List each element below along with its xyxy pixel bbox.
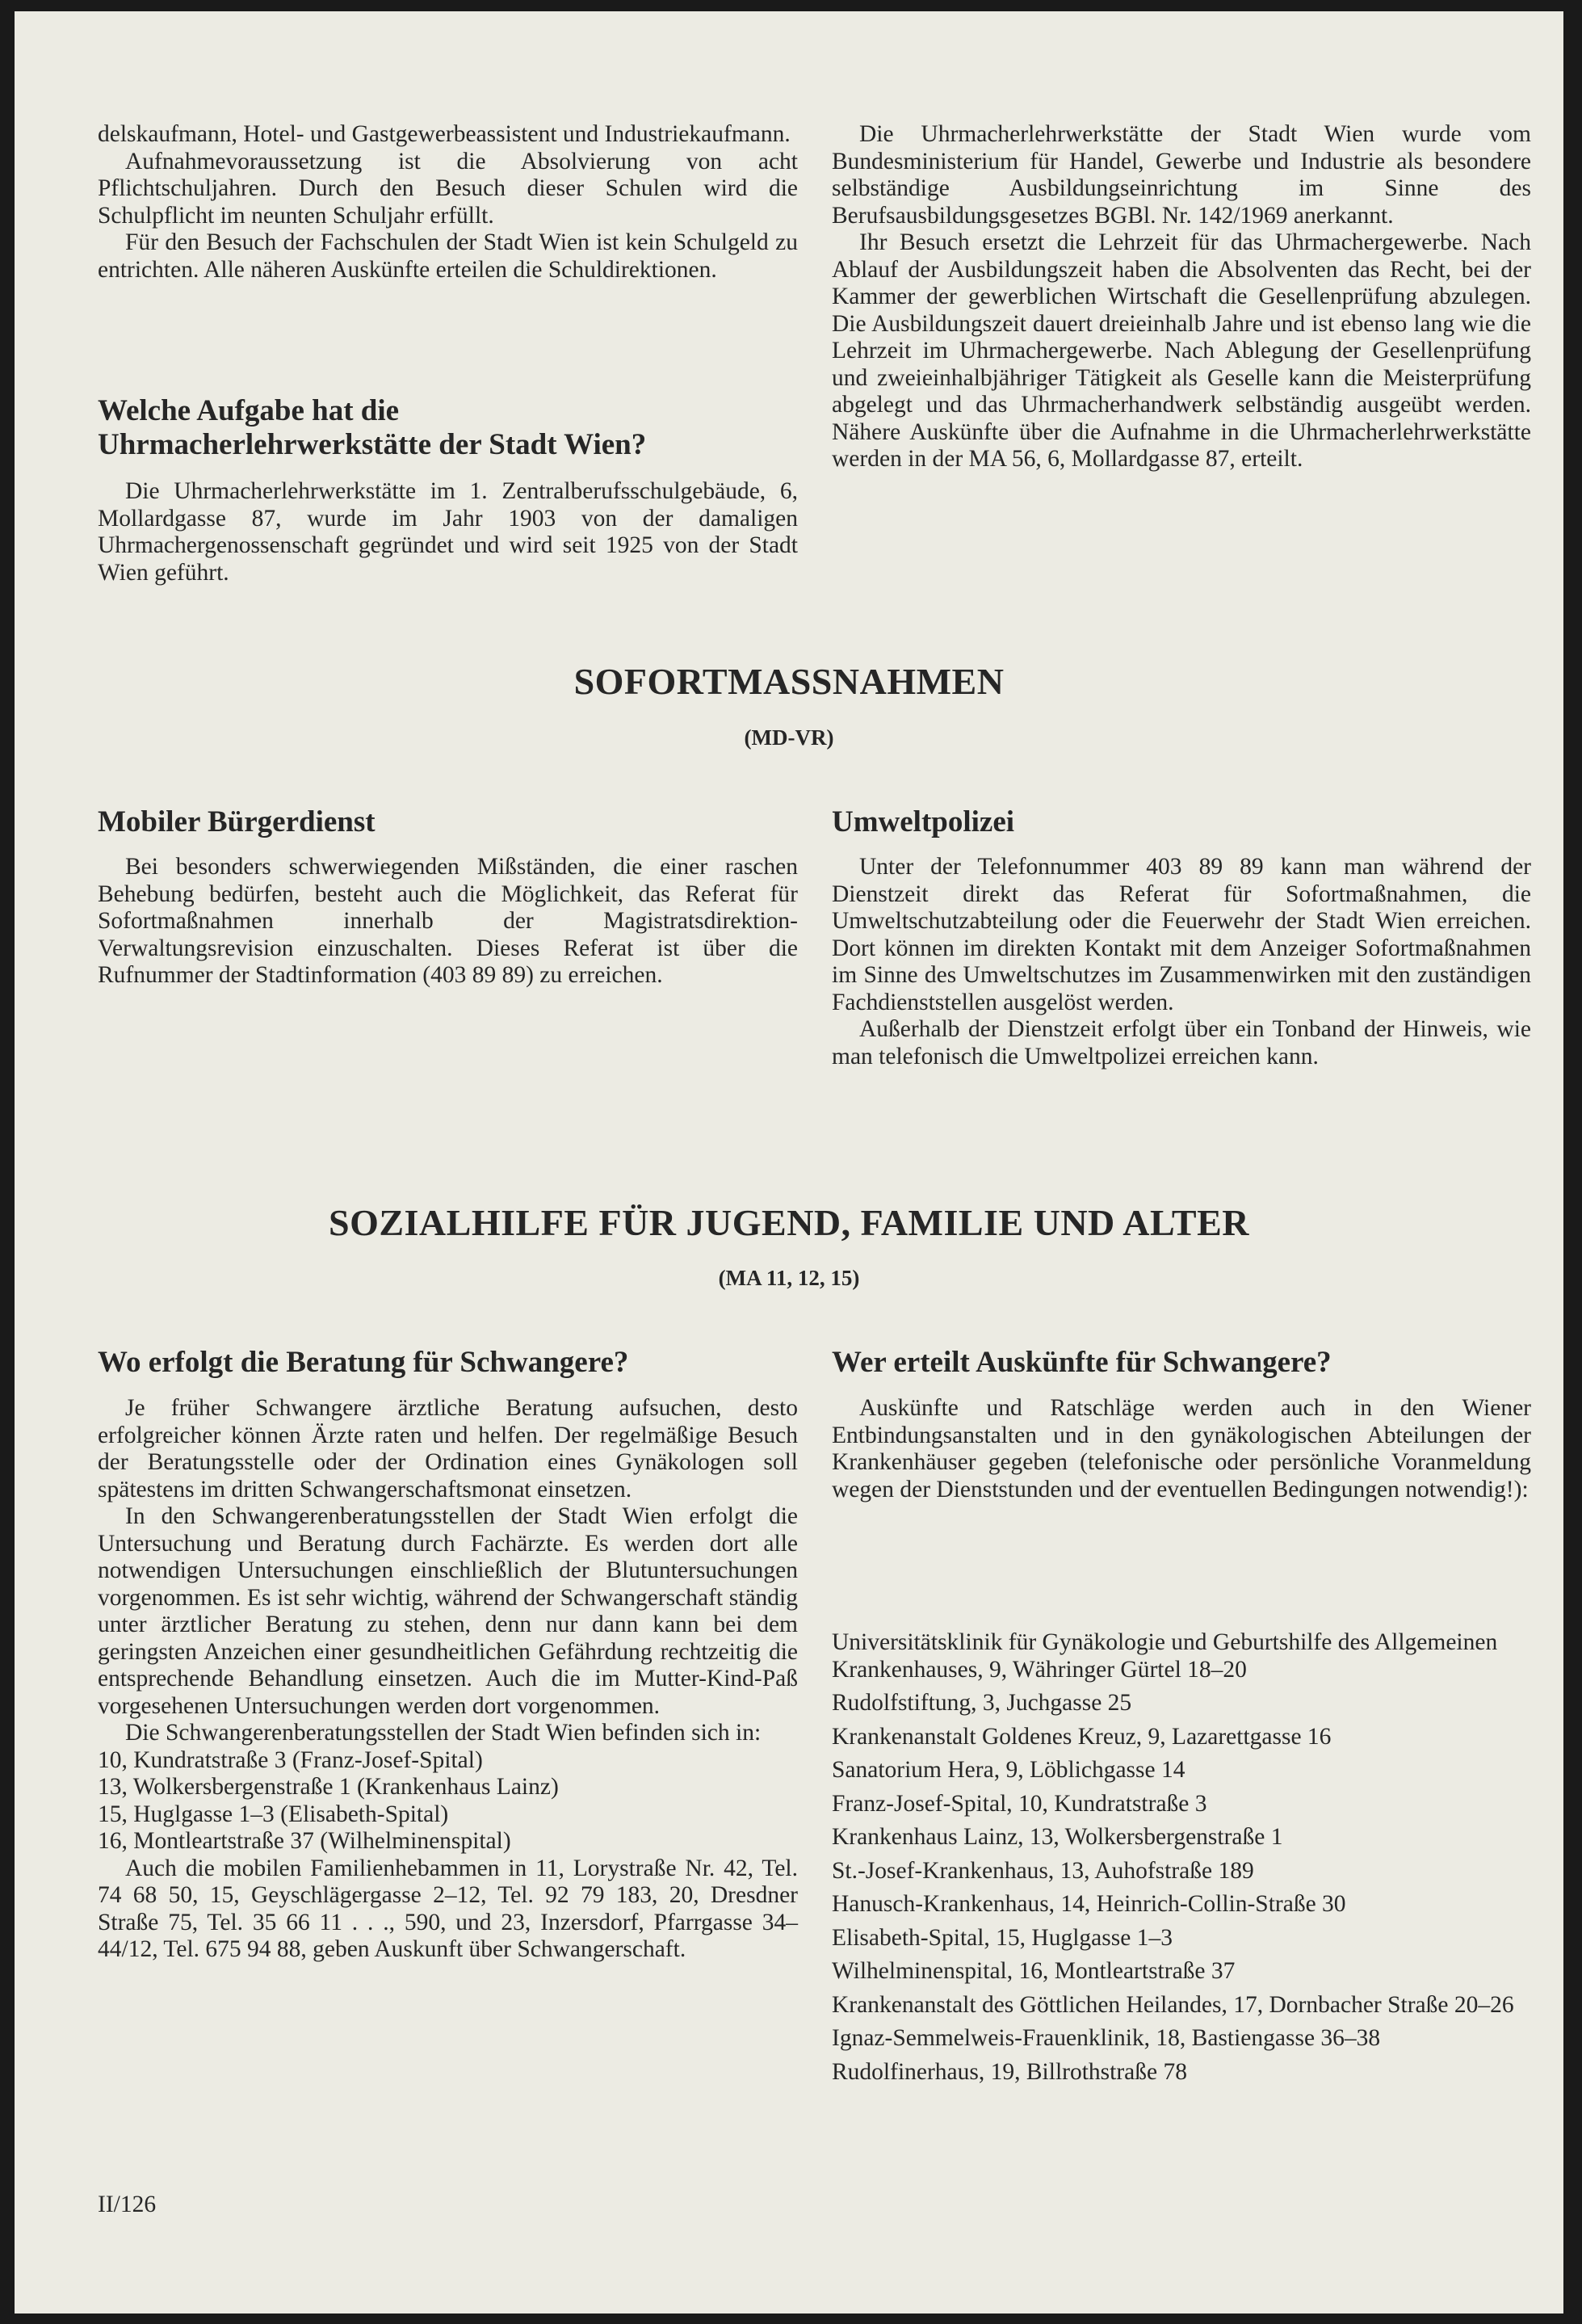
document-page: [15, 11, 1563, 2313]
list-item: St.-Josef-Krankenhaus, 13, Auhofstraße 189: [832, 1857, 1254, 1884]
paragraph: Die Uhrmacherlehrwerkstätte der Stadt Wien wurde vom Bundesministerium für Handel, Gewerbe und Industrie als besondere selbständige Ausbildungseinrichtung im Sinne des Berufsausbildungsgesetzes BGBl. Nr. 142/1969 anerkannt.: [832, 121, 1531, 229]
umweltpolizei-body: [832, 854, 1531, 1070]
list-item: Sanatorium Hera, 9, Löblichgasse 14: [832, 1757, 1185, 1783]
mobiler-buergerdienst-heading: Mobiler Bürgerdienst: [98, 805, 376, 838]
uhrmacher-heading: Welche Aufgabe hat die Uhrmacherlehrwerkstätte der Stadt Wien?: [98, 394, 647, 461]
auskuenfte-intro: [832, 1395, 1531, 1503]
umweltpolizei-heading: Umweltpolizei: [832, 805, 1015, 838]
section-title-sozialhilfe: SOZIALHILFE FÜR JUGEND, FAMILIE UND ALTER: [328, 1202, 1250, 1243]
list-item: Krankenhaus Lainz, 13, Wolkersbergenstraße 1: [832, 1824, 1283, 1850]
uhrmacher-body: [98, 478, 798, 586]
beratung-schwangere-body: [98, 1395, 798, 1964]
paragraph: delskaufmann, Hotel- und Gastgewerbeassistent und Industriekaufmann.: [98, 121, 791, 147]
hospital-list: [832, 1629, 1531, 2092]
list-item: Franz-Josef-Spital, 10, Kundratstraße 3: [832, 1790, 1207, 1817]
beratung-schwangere-heading: Wo erfolgt die Beratung für Schwangere?: [98, 1346, 629, 1379]
list-item: Rudolfstiftung, 3, Juchgasse 25: [832, 1690, 1132, 1716]
list-item: 15, Huglgasse 1–3 (Elisabeth-Spital): [98, 1801, 449, 1827]
paragraph: Ihr Besuch ersetzt die Lehrzeit für das Uhrmachergewerbe. Nach Ablauf der Ausbildungszeit haben die Absolventen das Recht, bei der Kammer der gewerblichen Wirtschaft die Gesellenprüfung abzulegen. Die Ausbildungszeit dauert dreieinhalb Jahre und ist ebenso lang wie die Lehrzeit im Uhrmachergewerbe. Nach Ablegung der Gesellenprüfung und zweieinhalbjähriger Tätigkeit als Geselle kann die Meisterprüfung abgelegt und das Uhrmacherhandwerk selbständig ausgeübt werden. Nähere Auskünfte über die Aufnahme in die Uhrmacherlehrwerkstätte werden in der MA 56, 6, Mollardgasse 87, erteilt.: [832, 229, 1531, 472]
beratungsstellen-list: [98, 1747, 798, 1855]
list-item: 16, Montleartstraße 37 (Wilhelminenspital): [98, 1828, 511, 1854]
list-item: Krankenanstalt Goldenes Kreuz, 9, Lazarettgasse 16: [832, 1723, 1332, 1750]
top-right-text: [832, 121, 1531, 473]
list-item: Krankenanstalt des Göttlichen Heilandes, 17, Dornbacher Straße 20–26: [832, 1991, 1514, 2018]
top-left-text: [98, 121, 798, 284]
paragraph: In den Schwangerenberatungsstellen der Stadt Wien erfolgt die Untersuchung und Beratung durch Fachärzte. Es werden dort alle notwendigen Untersuchungen einschließlich der Blutuntersuchungen vorgenommen. Es ist sehr wichtig, während der Schwangerschaft ständig unter ärztlicher Beratung zu stehen, denn nur dann kann bei dem geringsten Anzeichen einer gesundheitlichen Gefährdung rechtzeitig die entsprechende Behandlung einsetzen. Auch die im Mutter-Kind-Paß vorgesehenen Untersuchungen werden dort vorgenommen.: [98, 1503, 798, 1719]
list-item: Wilhelminenspital, 16, Montleartstraße 37: [832, 1958, 1236, 1984]
paragraph: Unter der Telefonnummer 403 89 89 kann man während der Dienstzeit direkt das Referat für Sofortmaßnahmen, die Umweltschutzabteilung oder die Feuerwehr der Stadt Wien erreichen. Dort können im direkten Kontakt mit dem Anzeiger Sofortmaßnahmen im Sinne des Umweltschutzes im Zusammenwirken mit den zuständigen Fachdienststellen ausgelöst werden.: [832, 854, 1531, 1015]
list-item: Elisabeth-Spital, 15, Huglgasse 1–3: [832, 1924, 1173, 1951]
paragraph: Außerhalb der Dienstzeit erfolgt über ein Tonband der Hinweis, wie man telefonisch die Umweltpolizei erreichen kann.: [832, 1016, 1531, 1070]
list-item: Rudolfinerhaus, 19, Billrothstraße 78: [832, 2058, 1187, 2085]
paragraph: Für den Besuch der Fachschulen der Stadt Wien ist kein Schulgeld zu entrichten. Alle näheren Auskünfte erteilen die Schuldirektionen.: [98, 229, 798, 283]
auskuenfte-schwangere-heading: Wer erteilt Auskünfte für Schwangere?: [832, 1346, 1332, 1379]
paragraph: Auch die mobilen Familienhebammen in 11, Lorystraße Nr. 42, Tel. 74 68 50, 15, Geyschlägergasse 2–12, Tel. 92 79 183, 20, Dresdner Straße 75, Tel. 35 66 11 . . ., 590, und 23, Inzersdorf, Pfarrgasse 34–44/12, Tel. 675 94 88, geben Auskunft über Schwangerschaft.: [98, 1855, 798, 1962]
section-subtitle-ma: (MA 11, 12, 15): [718, 1266, 860, 1290]
paragraph: Die Uhrmacherlehrwerkstätte im 1. Zentralberufsschulgebäude, 6, Mollardgasse 87, wurde im Jahr 1903 von der damaligen Uhrmachergenossenschaft gegründet und wird seit 1925 von der Stadt Wien geführt.: [98, 478, 798, 586]
section-title-sofortmassnahmen: SOFORTMASSNAHMEN: [573, 661, 1005, 702]
page-number: II/126: [98, 2192, 157, 2217]
list-item: 13, Wolkersbergenstraße 1 (Krankenhaus Lainz): [98, 1774, 559, 1800]
list-item: 10, Kundratstraße 3 (Franz-Josef-Spital): [98, 1746, 483, 1773]
paragraph: Je früher Schwangere ärztliche Beratung aufsuchen, desto erfolgreicher können Ärzte raten und helfen. Der regelmäßige Besuch der Beratungsstelle oder der Ordination eines Gynäkologen soll spätestens im dritten Schwangerschaftsmonat einsetzen.: [98, 1395, 798, 1502]
list-item: Hanusch-Krankenhaus, 14, Heinrich-Collin-Straße 30: [832, 1891, 1346, 1917]
list-item: Ignaz-Semmelweis-Frauenklinik, 18, Bastiengasse 36–38: [832, 2025, 1381, 2051]
paragraph: Die Schwangerenberatungsstellen der Stadt Wien befinden sich in:: [125, 1720, 762, 1746]
section-subtitle-md-vr: (MD-VR): [744, 725, 834, 750]
paragraph: Aufnahmevoraussetzung ist die Absolvierung von acht Pflichtschuljahren. Durch den Besuch dieser Schulen wird die Schulpflicht im neunten Schuljahr erfüllt.: [98, 148, 798, 229]
list-item: Universitätsklinik für Gynäkologie und Geburtshilfe des Allgemeinen Krankenhauses, 9, Währinger Gürtel 18–20: [832, 1629, 1498, 1683]
paragraph: Bei besonders schwerwiegenden Mißständen, die einer raschen Behebung bedürfen, besteht auch die Möglichkeit, das Referat für Sofortmaßnahmen innerhalb der Magistratsdirektion-Verwaltungsrevision einzuschalten. Dieses Referat ist über die Rufnummer der Stadtinformation (403 89 89) zu erreichen.: [98, 854, 798, 988]
mobiler-buergerdienst-body: [98, 854, 798, 990]
paragraph: Auskünfte und Ratschläge werden auch in den Wiener Entbindungsanstalten und in den gynäkologischen Abteilungen der Krankenhäuser gegeben (telefonische oder persönliche Voranmeldung wegen der Dienststunden und der eventuellen Bedingungen notwendig!):: [832, 1395, 1531, 1502]
